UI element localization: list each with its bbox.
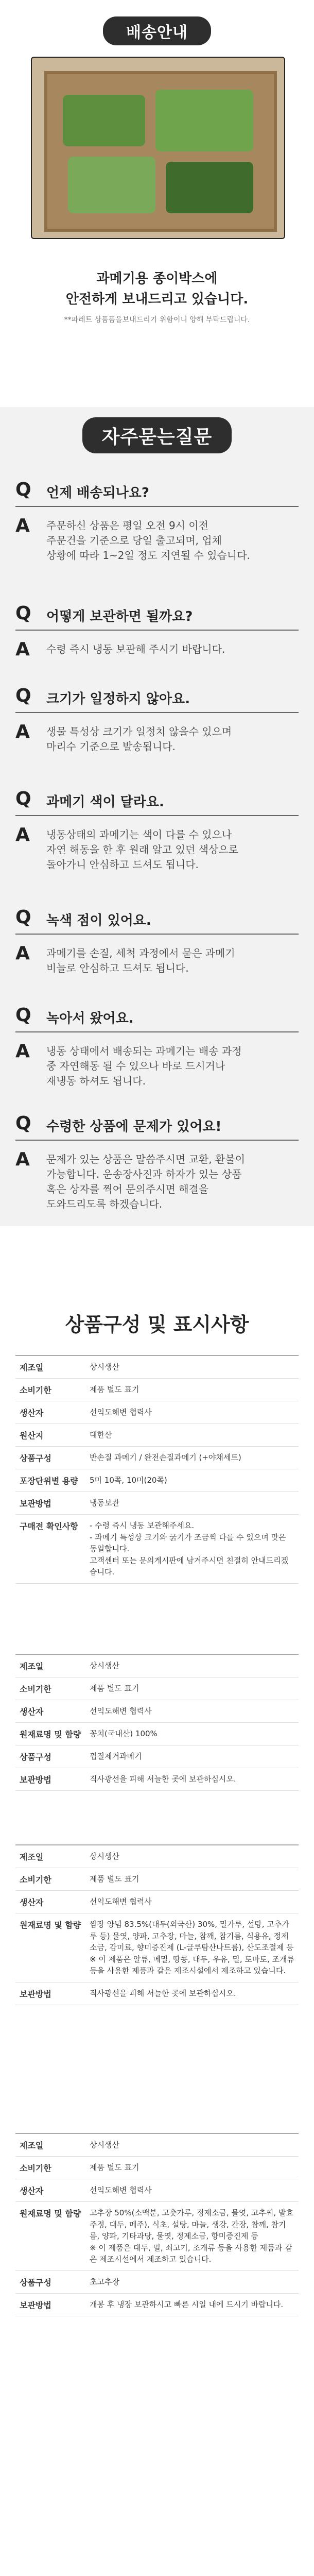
table-row xyxy=(15,1845,299,1868)
table-row xyxy=(15,1515,299,1584)
shipping-title: 배송안내 xyxy=(103,16,211,45)
row-key: 원재료명 및 함량 xyxy=(20,1730,81,1739)
table-row xyxy=(15,2157,299,2179)
vegetable-pack xyxy=(63,95,145,146)
row-key: 구매전 확인사항 xyxy=(20,1521,78,1531)
row-key: 보관방법 xyxy=(20,1775,51,1785)
info-table xyxy=(15,1654,299,1791)
faq-question xyxy=(15,685,299,713)
answer-text: 주문하신 상품은 평일 오전 9시 이전 주문건을 기준으로 당일 출고되며, 업체 상황에 따라 1~2일 정도 지연될 수 있습니다. xyxy=(46,519,250,562)
vegetable-pack xyxy=(155,90,253,151)
table-row xyxy=(15,2294,299,2316)
a-letter: A xyxy=(15,721,30,742)
row-key: 보관방법 xyxy=(20,2300,51,2310)
row-key: 소비기한 xyxy=(20,1875,51,1885)
answer-text: 과메기를 손질, 세척 과정에서 묻은 과메기 비늘로 안심하고 드셔도 됩니다. xyxy=(46,947,235,974)
a-letter: A xyxy=(15,1041,30,1062)
question-text: 어떻게 보관하면 될까요? xyxy=(46,609,193,624)
row-value: 제품 별도 표기 xyxy=(90,1874,139,1884)
faq-question xyxy=(15,788,299,816)
table-row xyxy=(15,1492,299,1515)
vegetable-pack xyxy=(68,157,155,213)
table-row xyxy=(15,2202,299,2271)
row-key: 보관방법 xyxy=(20,1989,51,1999)
row-value: 선익도해변 협력사 xyxy=(90,1408,152,1417)
row-value: 상시생산 xyxy=(90,2140,119,2149)
row-value: 직사광선을 피해 서늘한 곳에 보관하십시오. xyxy=(90,1988,236,1998)
shipping-box-photo xyxy=(31,57,285,239)
row-key: 제조일 xyxy=(20,1662,44,1671)
answer-text: 냉동 상태에서 배송되는 과메기는 배송 과정 중 자연해동 될 수 있으나 바로 드시거나 재냉동 하셔도 됩니다. xyxy=(46,1045,242,1087)
q-letter: Q xyxy=(15,788,31,809)
answer-text: 수령 즉시 냉동 보관해 주시기 바랍니다. xyxy=(46,643,225,655)
question-text: 녹아서 왔어요. xyxy=(46,1011,134,1026)
q-letter: Q xyxy=(15,1113,31,1134)
row-key: 생산자 xyxy=(20,1707,44,1717)
vegetable-pack xyxy=(166,162,253,213)
q-letter: Q xyxy=(15,907,31,928)
row-key: 생산자 xyxy=(20,1408,44,1418)
faq-title: 자주묻는질문 xyxy=(82,417,232,453)
row-value: 개봉 후 냉장 보관하시고 빠른 시일 내에 드시기 바랍니다. xyxy=(90,2299,284,2309)
table-row xyxy=(15,1768,299,1791)
table-row xyxy=(15,1723,299,1745)
row-key: 원재료명 및 함량 xyxy=(20,2209,81,2218)
table-row xyxy=(15,1469,299,1492)
table-row xyxy=(15,1868,299,1891)
row-key: 생산자 xyxy=(20,2186,44,2196)
row-value: 초고추장 xyxy=(90,2277,119,2286)
row-key: 소비기한 xyxy=(20,1684,51,1694)
table-row xyxy=(15,1401,299,1424)
row-value: 쌈장 양념 83.5%(대두(외국산) 30%, 밀가루, 설탕, 고추가루 등) 물엿, 양파, 고추장, 마늘, 참깨, 참기름, 식용유, 정제소금, 감미료, 향미증진제 (L-글루탐산나트륨), 산도조절제 등 ※ 이 제품은 알류, 메밀, 땅콩, 대두, 우유, 밀, 토마토, 조개류 등을 사용한 제품과 같은 제조시설에서 제조하고 있습니다. xyxy=(90,1920,294,1975)
table-row xyxy=(15,1655,299,1677)
shipping-line-1: 과메기용 종이박스에 xyxy=(96,271,218,286)
q-letter: Q xyxy=(15,603,31,624)
row-value: 직사광선을 피해 서늘한 곳에 보관하십시오. xyxy=(90,1774,236,1784)
row-key: 제조일 xyxy=(20,1852,44,1862)
a-letter: A xyxy=(15,515,30,536)
question-text: 수령한 상품에 문제가 있어요! xyxy=(46,1119,222,1134)
table-row xyxy=(15,2179,299,2202)
row-value: 상시생산 xyxy=(90,1362,119,1371)
q-letter: Q xyxy=(15,479,31,500)
row-value: 선익도해변 협력사 xyxy=(90,1897,152,1906)
row-value: 제품 별도 표기 xyxy=(90,1385,139,1394)
row-value: 반손질 과메기 / 완전손질과메기 (+야채세트) xyxy=(90,1453,241,1462)
faq-question xyxy=(15,1113,299,1141)
row-key: 상품구성 xyxy=(20,2277,51,2287)
faq-question xyxy=(15,907,299,935)
a-letter: A xyxy=(15,943,30,964)
row-value: 상시생산 xyxy=(90,1661,119,1670)
paper-box xyxy=(44,71,277,232)
q-letter: Q xyxy=(15,1005,31,1026)
row-key: 원재료명 및 함량 xyxy=(20,1920,81,1930)
question-text: 크기가 일정하지 않아요. xyxy=(46,691,190,707)
row-value: 상시생산 xyxy=(90,1852,119,1861)
row-key: 소비기한 xyxy=(20,1385,51,1395)
question-text: 녹색 점이 있어요. xyxy=(46,913,151,928)
row-key: 상품구성 xyxy=(20,1752,51,1762)
table-row xyxy=(15,1745,299,1768)
row-key: 포장단위별 용량 xyxy=(20,1476,78,1486)
row-value: 껍질제거과메기 xyxy=(90,1752,142,1761)
table-row xyxy=(15,1891,299,1913)
table-row xyxy=(15,1447,299,1469)
table-row xyxy=(15,1356,299,1379)
faq-section xyxy=(0,407,314,1226)
answer-text: 냉동상태의 과메기는 색이 다를 수 있으나 자연 해동을 한 후 원래 알고 있던 색상으로 돌아가니 안심하고 드셔도 됩니다. xyxy=(46,828,238,871)
row-value: 선익도해변 협력사 xyxy=(90,1706,152,1716)
product-info-title: 상품구성 및 표시사항 xyxy=(65,1313,249,1336)
table-row xyxy=(15,2134,299,2157)
a-letter: A xyxy=(15,639,30,660)
shipping-note: **파레트 상품품을보내드리기 위함이니 양해 부탁드립니다. xyxy=(64,316,250,324)
answer-text: 생물 특성상 크기가 일정치 않을수 있으며 마리수 기준으로 발송됩니다. xyxy=(46,725,232,753)
row-key: 원산지 xyxy=(20,1431,44,1440)
shipping-line-2: 안전하게 보내드리고 있습니다. xyxy=(65,292,249,307)
row-key: 상품구성 xyxy=(20,1453,51,1463)
row-value: 꽁치(국내산) 100% xyxy=(90,1729,158,1738)
row-key: 보관방법 xyxy=(20,1499,51,1509)
product-info-section xyxy=(0,1298,314,2530)
row-value: - 수령 즉시 냉동 보관해주세요. - 과메기 특성상 크기와 굵기가 조금씩 다를 수 있으며 맛은 동일합니다. 고객센터 또는 문의게시판에 남겨주시면 친절히 안내드리겠습니다. xyxy=(90,1521,289,1577)
info-table xyxy=(15,1844,299,2005)
row-value: 제품 별도 표기 xyxy=(90,2163,139,2172)
table-row xyxy=(15,1424,299,1447)
info-table xyxy=(15,2133,299,2316)
q-letter: Q xyxy=(15,685,31,706)
row-value: 선익도해변 협력사 xyxy=(90,2185,152,2195)
row-value: 제품 별도 표기 xyxy=(90,1684,139,1693)
row-key: 제조일 xyxy=(20,1363,44,1372)
row-value: 5미 10쪽, 10미(20쪽) xyxy=(90,1476,167,1485)
question-text: 언제 배송되나요? xyxy=(46,485,149,501)
table-row xyxy=(15,1379,299,1401)
row-key: 생산자 xyxy=(20,1897,44,1907)
faq-question xyxy=(15,603,299,631)
row-key: 제조일 xyxy=(20,2141,44,2150)
table-row xyxy=(15,1700,299,1723)
row-key: 소비기한 xyxy=(20,2163,51,2173)
a-letter: A xyxy=(15,824,30,845)
row-value: 고추장 50%(소맥분, 고춧가루, 정제소금, 물엿, 고추씨, 발효주정, 대두, 메주), 식초, 설탕, 마늘, 생강, 간장, 참깨, 참기름, 양파, 기타과당, 물엿, 정제소금, 향미증진제 등 ※ 이 제품은 대두, 밀, 쇠고기, 조개류 등을 사용한 제품과 같은 제조시설에서 제조하고 있습니다. xyxy=(90,2208,293,2264)
table-row xyxy=(15,1913,299,1982)
table-row xyxy=(15,2271,299,2294)
a-letter: A xyxy=(15,1149,30,1170)
info-table xyxy=(15,1355,299,1584)
table-row xyxy=(15,1677,299,1700)
row-value: 냉동보관 xyxy=(90,1498,119,1507)
faq-question xyxy=(15,479,299,507)
faq-question xyxy=(15,1005,299,1032)
row-value: 대한산 xyxy=(90,1430,112,1439)
answer-text: 문제가 있는 상품은 말씀주시면 교환, 환불이 가능합니다. 운송장사진과 하자가 있는 상품 혹은 상자를 찍어 문의주시면 해결을 도와드리도록 하겠습니다. xyxy=(46,1153,245,1210)
table-row xyxy=(15,1982,299,2005)
question-text: 과메기 색이 달라요. xyxy=(46,794,164,810)
